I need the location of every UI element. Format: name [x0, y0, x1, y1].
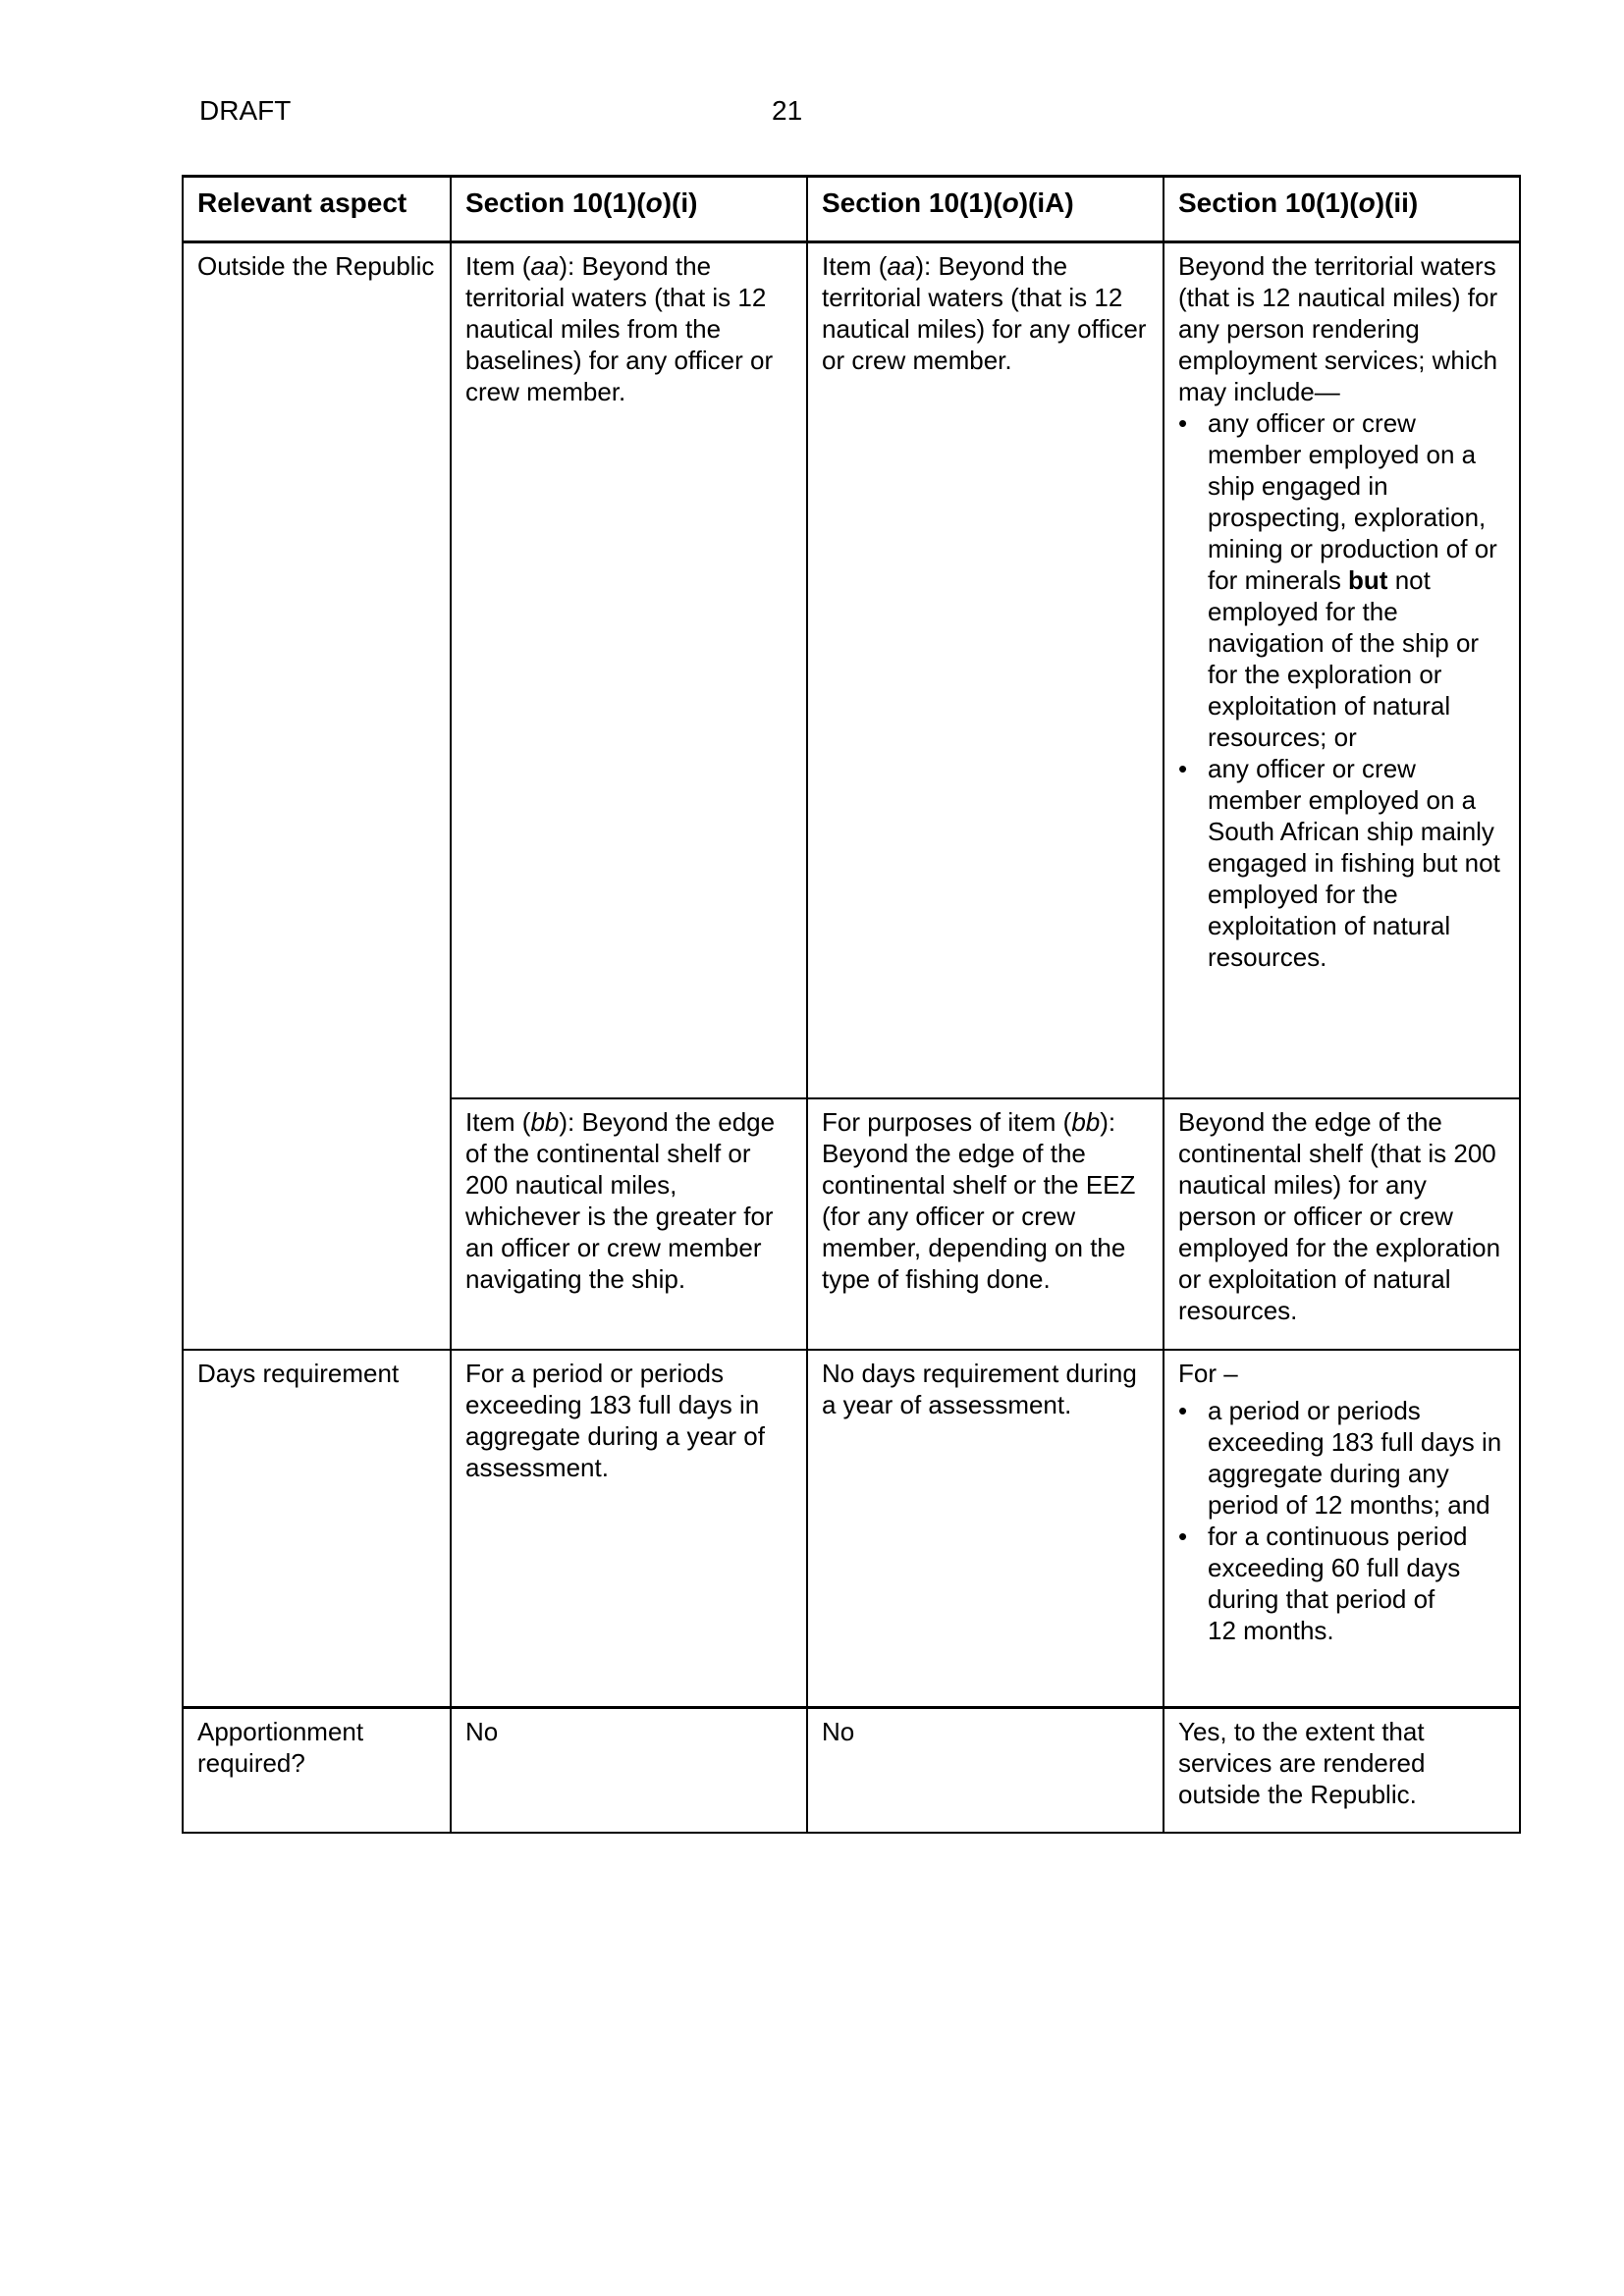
- cell-outside-aa-col-i: [451, 242, 807, 1099]
- cell-text: Item (: [465, 251, 531, 281]
- cell-text: Item (: [465, 1107, 531, 1137]
- table-header-row: [183, 177, 1520, 242]
- cell-italic: aa: [530, 251, 560, 281]
- header-italic: o: [1358, 187, 1376, 218]
- header-text: )(iA): [1018, 187, 1074, 218]
- header-section-10-1-o-ii: [1164, 177, 1520, 242]
- aspect-days-requirement: Days requirement: [183, 1350, 451, 1708]
- bullet-list: [1178, 1395, 1505, 1646]
- table-row-days-requirement: [183, 1350, 1520, 1708]
- list-item: • a period or periods exceeding 183 full days in aggregate during any period of 12 months; and: [1178, 1395, 1505, 1521]
- aspect-apportionment-required: Apportionment required?: [183, 1708, 451, 1834]
- cell-text: not employed for the navigation of the ship or for the exploration or exploitation of natural resources; or: [1208, 565, 1480, 752]
- header-text: )(ii): [1375, 187, 1419, 218]
- bullet-list: [1178, 407, 1505, 973]
- cell-outside-bb-col-ia: [807, 1098, 1164, 1350]
- header-text: Section 10(1)(: [465, 187, 646, 218]
- table-row-outside-aa: [183, 242, 1520, 1099]
- comparison-table: [182, 175, 1521, 1834]
- cell-outside-aa-col-ia: [807, 242, 1164, 1099]
- cell-days-col-ii: [1164, 1350, 1520, 1708]
- cell-text: any officer or crew member employed on a ship engaged in prospecting, exploration, mining or production of or for minerals: [1208, 408, 1497, 595]
- cell-italic: aa: [887, 251, 916, 281]
- cell-text: ): Beyond the territorial waters (that is 12 nautical miles from the baselines) for any officer or crew member.: [465, 251, 774, 406]
- cell-italic: bb: [530, 1107, 560, 1137]
- header-relevant-aspect: Relevant aspect: [183, 177, 451, 242]
- cell-text: ): Beyond the edge of the continental shelf or the EEZ (for any officer or crew member, depending on the type of fishing done.: [822, 1107, 1136, 1294]
- cell-intro: Beyond the territorial waters (that is 12 nautical miles) for any person rendering employment services; which may include—: [1178, 251, 1498, 406]
- page-number: 21: [772, 95, 803, 126]
- header-section-10-1-o-i: [451, 177, 807, 242]
- cell-outside-bb-col-ii: Beyond the edge of the continental shelf (that is 200 nautical miles) for any person or officer or crew employed for the exploration or exploitation of natural resources.: [1164, 1098, 1520, 1350]
- cell-apportionment-col-ia: No: [807, 1708, 1164, 1834]
- cell-bold: but: [1348, 565, 1388, 595]
- cell-outside-bb-col-i: [451, 1098, 807, 1350]
- cell-text: For purposes of item (: [822, 1107, 1072, 1137]
- cell-text: Item (: [822, 251, 888, 281]
- cell-intro: For –: [1178, 1359, 1238, 1388]
- header-text: Section 10(1)(: [822, 187, 1002, 218]
- cell-italic: bb: [1071, 1107, 1101, 1137]
- cell-apportionment-col-i: No: [451, 1708, 807, 1834]
- cell-days-col-ia: No days requirement during a year of assessment.: [807, 1350, 1164, 1708]
- header-italic: o: [1001, 187, 1019, 218]
- aspect-outside-republic: Outside the Republic: [183, 242, 451, 1351]
- table-row-apportionment: [183, 1708, 1520, 1834]
- draft-label: DRAFT: [199, 95, 292, 126]
- header-section-10-1-o-ia: [807, 177, 1164, 242]
- cell-text: ): Beyond the edge of the continental shelf or 200 nautical miles, whichever is the greater for an officer or crew member navigating the ship.: [465, 1107, 776, 1294]
- list-item: [1178, 407, 1505, 753]
- cell-text: ): Beyond the territorial waters (that is 12 nautical miles) for any officer or crew member.: [822, 251, 1147, 375]
- list-item: • for a continuous period exceeding 60 full days during that period of 12 months.: [1178, 1521, 1505, 1646]
- list-item: • any officer or crew member employed on a South African ship mainly engaged in fishing but not employed for the exploitation of natural resources.: [1178, 753, 1505, 973]
- header-italic: o: [645, 187, 663, 218]
- cell-outside-aa-col-ii: [1164, 242, 1520, 1099]
- header-text: Section 10(1)(: [1178, 187, 1359, 218]
- cell-apportionment-col-ii: Yes, to the extent that services are rendered outside the Republic.: [1164, 1708, 1520, 1834]
- header-text: )(i): [662, 187, 698, 218]
- cell-days-col-i: For a period or periods exceeding 183 full days in aggregate during a year of assessment.: [451, 1350, 807, 1708]
